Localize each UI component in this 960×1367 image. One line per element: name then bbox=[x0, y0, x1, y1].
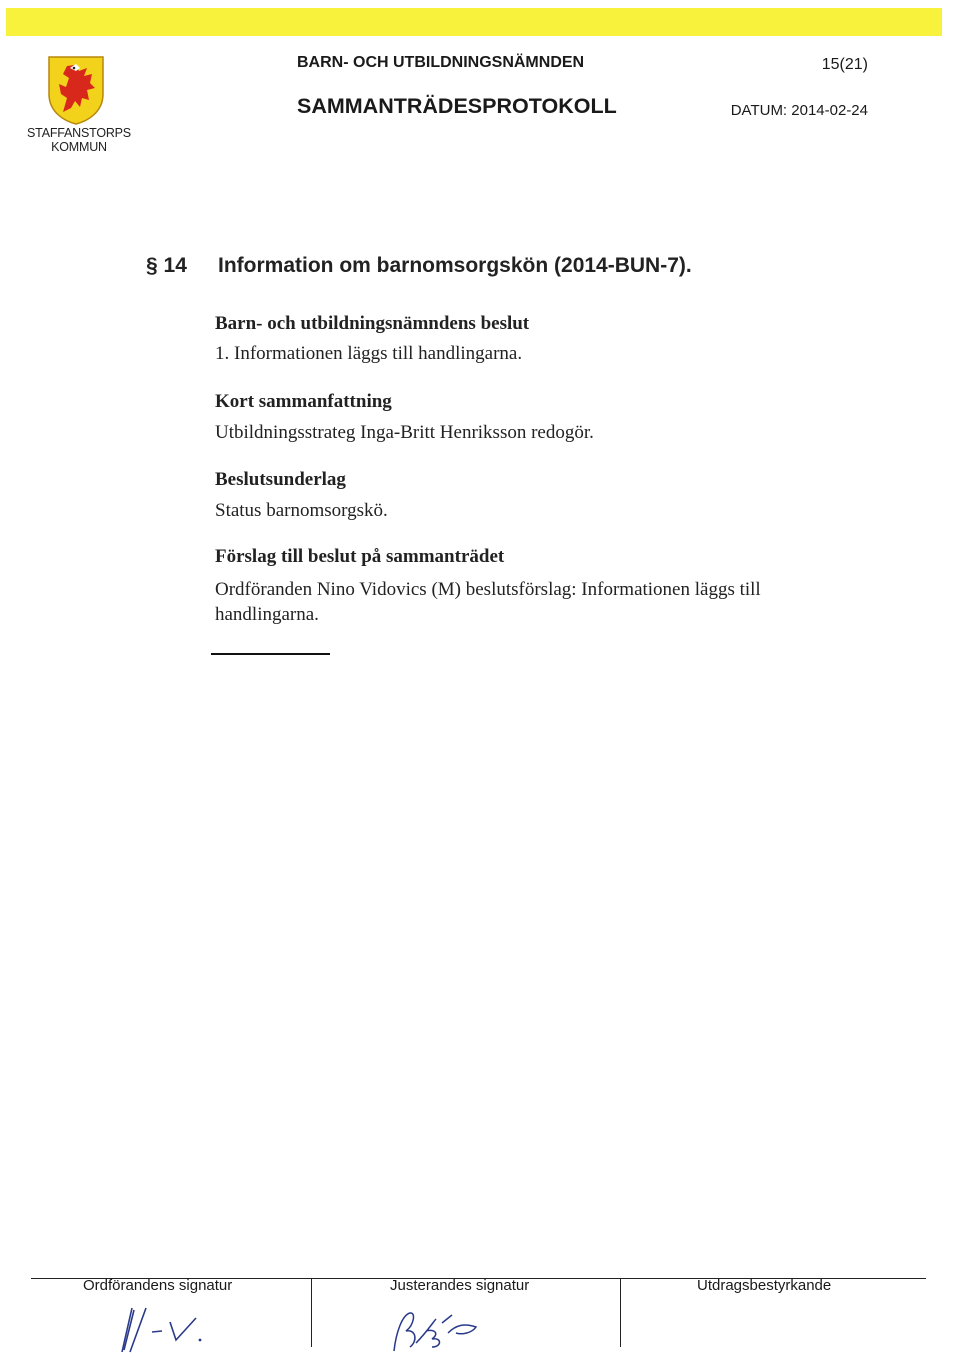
proposal-text: Ordföranden Nino Vidovics (M) beslutsförslag: Informationen läggs till handlingarna. bbox=[215, 579, 761, 625]
section-title: Information om barnomsorgskön (2014-BUN-7). bbox=[218, 254, 692, 277]
basis-heading: Beslutsunderlag bbox=[215, 469, 346, 490]
footer-divider-2 bbox=[620, 1279, 621, 1347]
document-type: SAMMANTRÄDESPROTOKOLL bbox=[297, 94, 617, 118]
basis-text: Status barnomsorgskö. bbox=[215, 500, 388, 521]
section-end-rule bbox=[211, 653, 330, 655]
extract-certification-label: Utdragsbestyrkande bbox=[697, 1277, 832, 1294]
adjuster-signature-label: Justerandes signatur bbox=[390, 1277, 530, 1294]
adjuster-signature bbox=[382, 1303, 492, 1358]
coat-of-arms-icon bbox=[46, 54, 106, 126]
municipality-name-line2: KOMMUN bbox=[51, 140, 107, 154]
summary-text: Utbildningsstrateg Inga-Britt Henriksson redogör. bbox=[215, 422, 594, 443]
meeting-date: DATUM: 2014-02-24 bbox=[730, 102, 868, 119]
decision-heading: Barn- och utbildningsnämndens beslut bbox=[215, 313, 530, 334]
footer-divider-1 bbox=[311, 1279, 312, 1347]
page-number: 15(21) bbox=[821, 56, 868, 73]
summary-heading: Kort sammanfattning bbox=[215, 391, 392, 412]
municipality-name bbox=[24, 126, 134, 154]
chair-signature-label: Ordförandens signatur bbox=[83, 1277, 233, 1294]
section-number: § 14 bbox=[146, 254, 187, 277]
proposal-heading: Förslag till beslut på sammanträdet bbox=[215, 546, 505, 567]
municipality-name-line1: STAFFANSTORPS bbox=[27, 126, 131, 140]
top-color-strip bbox=[6, 8, 942, 36]
committee-name: BARN- OCH UTBILDNINGSNÄMNDEN bbox=[297, 54, 585, 71]
section-heading bbox=[146, 254, 692, 278]
chair-signature bbox=[112, 1300, 222, 1360]
decision-item: 1. Informationen läggs till handlingarna. bbox=[215, 343, 523, 364]
